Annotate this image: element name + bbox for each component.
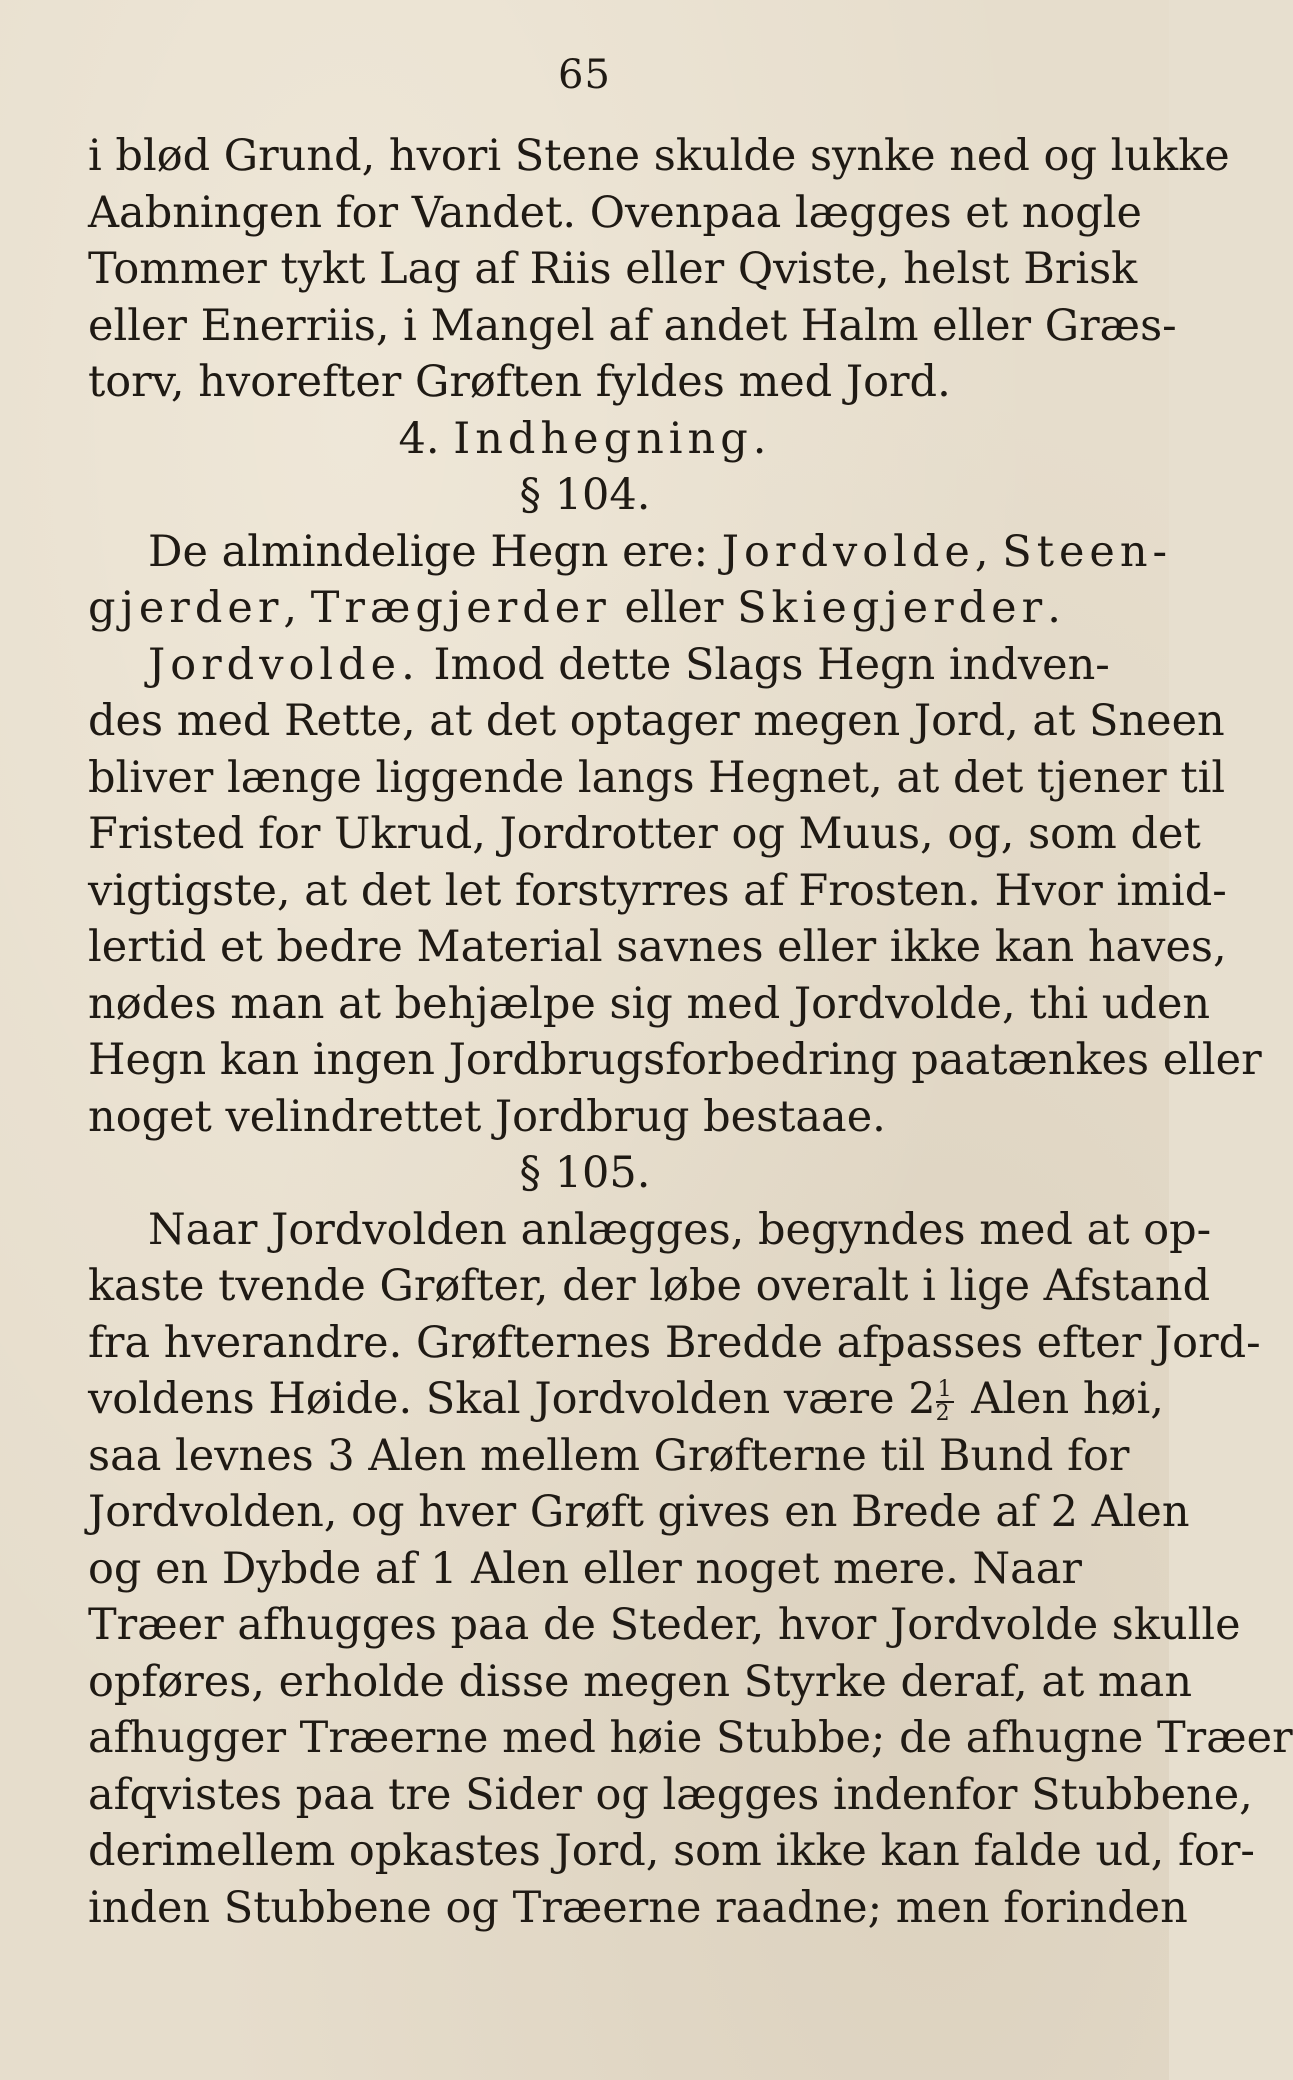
text-line: torv, hvorefter Grøften fyldes med Jord.: [88, 357, 951, 407]
text-run: ,: [974, 526, 1003, 577]
paragraph-lead: Jordvolde.: [148, 639, 420, 690]
text-run: De almindelige Hegn ere:: [148, 526, 722, 577]
text-line: [88, 580, 1082, 637]
paragraph-mark-105: § 105.: [519, 1148, 651, 1198]
section-title: Indhegning.: [453, 413, 772, 464]
body-text: [88, 128, 1293, 1936]
text-line: afhugger Træerne med høie Stubbe; de afhugne Træer: [88, 1713, 1293, 1763]
text-line: Tommer tykt Lag af Riis eller Qviste, helst Brisk: [88, 244, 1138, 294]
term-steengjerder: Steen-: [1002, 526, 1173, 577]
text-line: derimellem opkastes Jord, som ikke kan falde ud, for-: [88, 1826, 1255, 1876]
text-line: fra hverandre. Grøfternes Bredde afpasses efter Jord-: [88, 1317, 1261, 1368]
text-line: vigtigste, at det let forstyrres af Frosten. Hvor imid-: [88, 865, 1227, 916]
text-line: [88, 637, 1110, 694]
text-line: nødes man at behjælpe sig med Jordvolde, thi uden: [88, 978, 1211, 1029]
text-line: og en Dybde af 1 Alen eller noget mere. Naar: [88, 1543, 1082, 1594]
text-line: noget velindrettet Jordbrug bestaae.: [88, 1091, 886, 1142]
text-line: [88, 1371, 1164, 1428]
text-line: kaste tvende Grøfter, der løbe overalt i lige Afstand: [88, 1261, 1211, 1311]
text-line: i blød Grund, hvori Stene skulde synke ned og lukke: [88, 131, 1230, 181]
text-run: eller: [610, 583, 738, 633]
text-line: opføres, erholde disse megen Styrke deraf, at man: [88, 1656, 1193, 1707]
text-line: inden Stubbene og Træerne raadne; men forinden: [88, 1882, 1188, 1933]
text-line: saa levnes 3 Alen mellem Grøfterne til Bund for: [88, 1430, 1130, 1481]
text-run: Imod dette Slags Hegn indven-: [419, 639, 1110, 690]
text-line: lertid et bedre Material savnes eller ikke kan haves,: [88, 922, 1227, 972]
text-run: ,: [283, 583, 311, 633]
term-jordvolde: Jordvolde: [721, 526, 975, 577]
text-line: Fristed for Ukrud, Jordrotter og Muus, og, som det: [88, 809, 1201, 859]
text-line: eller Enerriis, i Mangel af andet Halm eller Græs-: [88, 300, 1177, 351]
term-traegjerder: Trægjerder: [310, 583, 611, 633]
section-heading: [88, 411, 1082, 468]
paragraph-mark-104: § 104.: [519, 470, 651, 520]
text-run: .: [1047, 583, 1061, 633]
text-line: [88, 524, 1173, 581]
text-line: Jordvolden, og hver Grøft gives en Brede af 2 Alen: [88, 1487, 1190, 1537]
term-steengjerder-cont: gjerder: [88, 583, 284, 633]
text-run: voldens Høide. Skal Jordvolden være 2: [88, 1374, 936, 1424]
text-line: Træer afhugges paa de Steder, hvor Jordvolde skulle: [88, 1600, 1241, 1650]
text-line: bliver længe liggende langs Hegnet, at det tjener til: [88, 752, 1226, 803]
text-line: Aabningen for Vandet. Ovenpaa lægges et nogle: [88, 187, 1143, 238]
text-line: Hegn kan ingen Jordbrugsforbedring paatænkes eller: [88, 1035, 1262, 1085]
text-run: Alen høi,: [957, 1374, 1164, 1424]
fraction-denominator: 2: [935, 1401, 950, 1426]
section-number: 4.: [398, 413, 440, 464]
fraction-numerator: 1: [937, 1377, 952, 1402]
term-skiegjerder: Skiegjerder: [737, 583, 1048, 633]
fraction-one-half: [936, 1379, 954, 1425]
page-number: 65: [558, 52, 611, 98]
text-line: afqvistes paa tre Sider og lægges indenfor Stubbene,: [88, 1769, 1253, 1820]
text-line: Naar Jordvolden anlægges, begyndes med at op-: [148, 1204, 1212, 1255]
text-line: des med Rette, at det optager megen Jord, at Sneen: [88, 696, 1225, 746]
